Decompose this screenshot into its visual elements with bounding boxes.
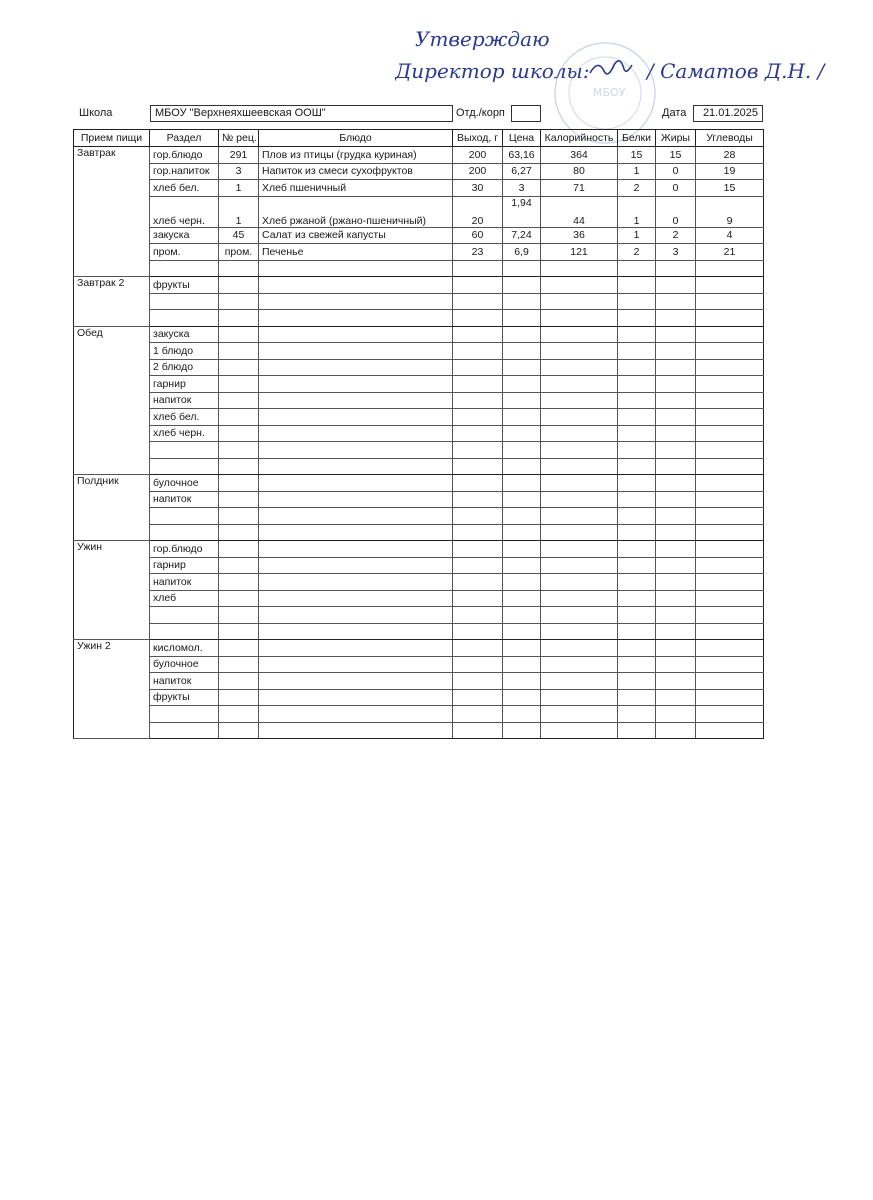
- section-cell: булочное: [150, 656, 219, 673]
- col-header-carbs: Углеводы: [696, 130, 764, 147]
- price-cell: 7,24: [503, 227, 541, 244]
- section-cell: хлеб: [150, 590, 219, 607]
- table-row: [74, 508, 764, 525]
- section-cell: [150, 260, 219, 277]
- table-row: [74, 689, 764, 706]
- weight-cell: 30: [453, 180, 503, 197]
- section-cell: [150, 722, 219, 739]
- table-row: [74, 147, 764, 164]
- stamp-text: МБОУ: [593, 86, 626, 99]
- table-row: [74, 656, 764, 673]
- section-cell: напиток: [150, 574, 219, 591]
- recipe-cell: 1: [219, 196, 259, 227]
- table-row: [74, 196, 764, 227]
- meal-name: Полдник: [74, 475, 150, 541]
- school-field: МБОУ "Верхнеяхшеевская ООШ": [150, 105, 453, 122]
- section-cell: [150, 508, 219, 525]
- table-row: [74, 475, 764, 492]
- table-row: [74, 293, 764, 310]
- dish-cell: Хлеб ржаной (ржано-пшеничный): [259, 196, 453, 227]
- price-cell: 3: [503, 180, 541, 197]
- table-row: [74, 409, 764, 426]
- section-cell: фрукты: [150, 689, 219, 706]
- section-cell: 2 блюдо: [150, 359, 219, 376]
- col-header-section: Раздел: [150, 130, 219, 147]
- table-row: [74, 227, 764, 244]
- section-cell: булочное: [150, 475, 219, 492]
- carbs-cell: 21: [696, 244, 764, 261]
- protein-cell: 1: [618, 227, 656, 244]
- price-cell: 6,9: [503, 244, 541, 261]
- section-cell: закуска: [150, 227, 219, 244]
- weight-cell: 20: [453, 196, 503, 227]
- protein-cell: 1: [618, 163, 656, 180]
- recipe-cell: 45: [219, 227, 259, 244]
- calories-cell: 80: [541, 163, 618, 180]
- table-row: [74, 343, 764, 360]
- section-cell: гарнир: [150, 376, 219, 393]
- fat-cell: 2: [656, 227, 696, 244]
- calories-cell: 121: [541, 244, 618, 261]
- recipe-cell: 3: [219, 163, 259, 180]
- table-row: [74, 163, 764, 180]
- protein-cell: 15: [618, 147, 656, 164]
- recipe-cell: 291: [219, 147, 259, 164]
- meal-name: Завтрак: [74, 147, 150, 277]
- dish-cell: Плов из птицы (грудка куриная): [259, 147, 453, 164]
- section-cell: хлеб черн.: [150, 196, 219, 227]
- dish-cell: Хлеб пшеничный: [259, 180, 453, 197]
- section-cell: напиток: [150, 392, 219, 409]
- dish-cell: Салат из свежей капусты: [259, 227, 453, 244]
- date-field: 21.01.2025: [693, 105, 763, 122]
- table-row: [74, 557, 764, 574]
- meal-name: Завтрак 2: [74, 277, 150, 327]
- section-cell: кисломол.: [150, 640, 219, 657]
- table-row: [74, 574, 764, 591]
- col-header-price: Цена: [503, 130, 541, 147]
- col-header-calories: Калорийность: [541, 130, 618, 147]
- protein-cell: 2: [618, 244, 656, 261]
- table-row: [74, 673, 764, 690]
- table-row: [74, 180, 764, 197]
- price-cell: 6,27: [503, 163, 541, 180]
- weight-cell: 60: [453, 227, 503, 244]
- calories-cell: 71: [541, 180, 618, 197]
- recipe-cell: пром.: [219, 244, 259, 261]
- section-cell: [150, 607, 219, 624]
- fat-cell: 3: [656, 244, 696, 261]
- table-row: [74, 706, 764, 723]
- menu-table: [73, 129, 764, 739]
- date-label: Дата: [662, 107, 687, 119]
- section-cell: [150, 442, 219, 459]
- school-label: Школа: [79, 107, 113, 119]
- weight-cell: 200: [453, 163, 503, 180]
- col-header-dish: Блюдо: [259, 130, 453, 147]
- section-cell: [150, 310, 219, 327]
- carbs-cell: 19: [696, 163, 764, 180]
- meal-name: Ужин 2: [74, 640, 150, 739]
- section-cell: закуска: [150, 326, 219, 343]
- table-row: [74, 458, 764, 475]
- recipe-cell: 1: [219, 180, 259, 197]
- table-row: [74, 491, 764, 508]
- col-header-protein: Белки: [618, 130, 656, 147]
- table-row: [74, 640, 764, 657]
- section-cell: пром.: [150, 244, 219, 261]
- section-cell: гор.блюдо: [150, 147, 219, 164]
- weight-cell: 200: [453, 147, 503, 164]
- dish-cell: Напиток из смеси сухофруктов: [259, 163, 453, 180]
- dish-cell: Печенье: [259, 244, 453, 261]
- meal-name: Ужин: [74, 541, 150, 640]
- table-row: [74, 359, 764, 376]
- carbs-cell: 15: [696, 180, 764, 197]
- section-cell: гор.блюдо: [150, 541, 219, 558]
- meal-name: Обед: [74, 326, 150, 475]
- dept-field: [511, 105, 541, 122]
- approval-signature-name: / Саматов Д.Н. /: [647, 59, 825, 83]
- section-cell: гарнир: [150, 557, 219, 574]
- document-header: [0, 105, 873, 125]
- table-row: [74, 442, 764, 459]
- section-cell: напиток: [150, 491, 219, 508]
- table-row: [74, 326, 764, 343]
- carbs-cell: 9: [696, 196, 764, 227]
- col-header-recipe: № рец.: [219, 130, 259, 147]
- section-cell: [150, 458, 219, 475]
- section-cell: гор.напиток: [150, 163, 219, 180]
- table-row: [74, 277, 764, 294]
- section-cell: фрукты: [150, 277, 219, 294]
- section-cell: 1 блюдо: [150, 343, 219, 360]
- table-row: [74, 607, 764, 624]
- table-row: [74, 541, 764, 558]
- calories-cell: 36: [541, 227, 618, 244]
- fat-cell: 0: [656, 163, 696, 180]
- fat-cell: 0: [656, 180, 696, 197]
- price-cell: 63,16: [503, 147, 541, 164]
- section-cell: хлеб бел.: [150, 409, 219, 426]
- table-row: [74, 524, 764, 541]
- table-row: [74, 590, 764, 607]
- carbs-cell: 4: [696, 227, 764, 244]
- protein-cell: 2: [618, 180, 656, 197]
- section-cell: хлеб черн.: [150, 425, 219, 442]
- section-cell: [150, 293, 219, 310]
- fat-cell: 15: [656, 147, 696, 164]
- approval-line1: Утверждаю: [415, 28, 550, 51]
- table-row: [74, 623, 764, 640]
- col-header-weight: Выход, г: [453, 130, 503, 147]
- dept-label: Отд./корп: [456, 107, 505, 119]
- carbs-cell: 28: [696, 147, 764, 164]
- section-cell: [150, 524, 219, 541]
- col-header-meal: Прием пищи: [74, 130, 150, 147]
- calories-cell: 364: [541, 147, 618, 164]
- table-row: [74, 425, 764, 442]
- price-cell: 1,94: [503, 196, 541, 227]
- section-cell: [150, 623, 219, 640]
- weight-cell: 23: [453, 244, 503, 261]
- table-row: [74, 392, 764, 409]
- table-row: [74, 310, 764, 327]
- table-row: [74, 722, 764, 739]
- table-row: [74, 244, 764, 261]
- section-cell: [150, 706, 219, 723]
- table-row: [74, 260, 764, 277]
- approval-line2: Директор школы:: [395, 59, 590, 83]
- protein-cell: 1: [618, 196, 656, 227]
- section-cell: хлеб бел.: [150, 180, 219, 197]
- calories-cell: 44: [541, 196, 618, 227]
- section-cell: напиток: [150, 673, 219, 690]
- table-header-row: [74, 130, 764, 147]
- table-row: [74, 376, 764, 393]
- fat-cell: 0: [656, 196, 696, 227]
- col-header-fat: Жиры: [656, 130, 696, 147]
